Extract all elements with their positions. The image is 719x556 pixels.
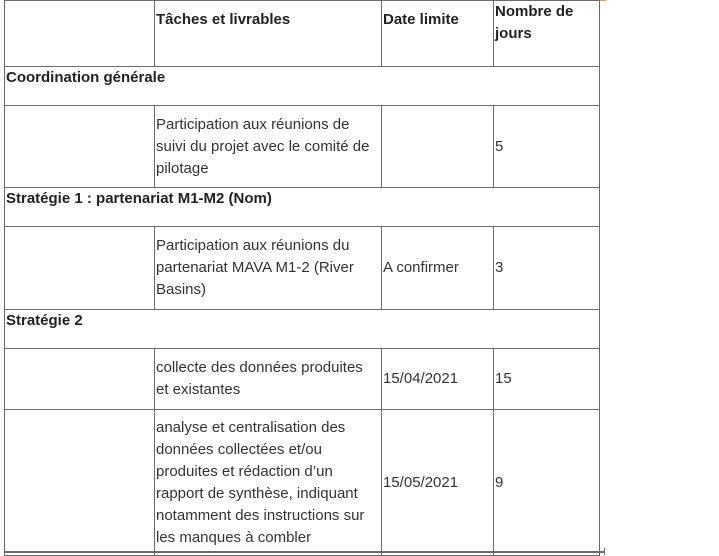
task-cell-date — [382, 106, 494, 188]
table-row — [5, 106, 600, 188]
task-cell-days: 3 — [494, 227, 600, 310]
task-cell-date: 15/04/2021 — [382, 349, 494, 410]
task-cell-date: A confirmer — [382, 227, 494, 310]
task-cell-description: analyse et centralisation des données collectées et/ou produites et rédaction d’un rapport de synthèse, indiquant notamment des instructions sur les manques à combler — [155, 410, 382, 556]
header-cell-tasks: Tâches et livrables — [155, 1, 382, 67]
task-cell-days: 15 — [494, 349, 600, 410]
table-row — [5, 410, 600, 556]
task-cell-date: 15/05/2021 — [382, 410, 494, 556]
header-cell-blank — [5, 1, 155, 67]
task-cell-blank — [5, 227, 155, 310]
section-row — [5, 67, 600, 106]
section-title-text: Stratégie 1 : partenariat M1-M2 (Nom) — [6, 190, 272, 207]
bottom-rule — [4, 551, 605, 553]
section-title — [5, 188, 600, 227]
task-cell-days: 5 — [494, 106, 600, 188]
task-cell-blank — [5, 106, 155, 188]
task-cell-description: collecte des données produites et existantes — [155, 349, 382, 410]
task-cell-description: Participation aux réunions de suivi du projet avec le comité de pilotage — [155, 106, 382, 188]
table-row — [5, 227, 600, 310]
table-header-row — [5, 1, 600, 67]
task-cell-description: Participation aux réunions du partenariat MAVA M1-2 (River Basins) — [155, 227, 382, 310]
table-row — [5, 349, 600, 410]
header-cell-days: Nombre de jours — [494, 1, 600, 67]
right-rule — [604, 548, 605, 555]
task-cell-days: 9 — [494, 410, 600, 556]
tasks-table — [4, 0, 600, 556]
section-row — [5, 310, 600, 349]
section-title — [5, 67, 600, 106]
section-title — [5, 310, 600, 349]
header-cell-deadline: Date limite — [382, 1, 494, 67]
task-cell-blank — [5, 349, 155, 410]
section-row — [5, 188, 600, 227]
task-cell-blank — [5, 410, 155, 556]
section-title-text: Stratégie 2 — [6, 312, 83, 329]
section-title-text: Coordination générale — [6, 69, 166, 86]
